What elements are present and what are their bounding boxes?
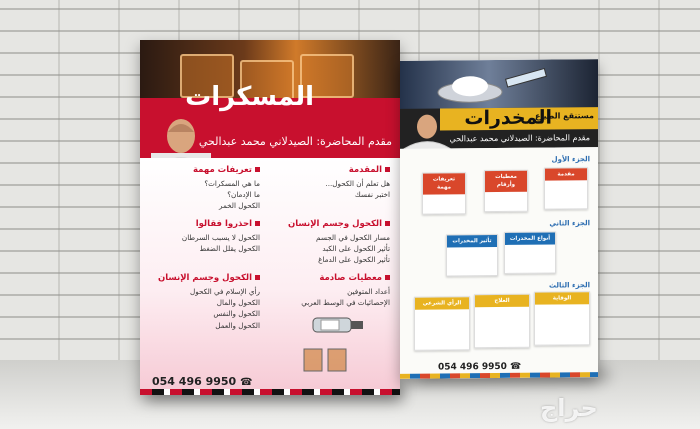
- info-box-title: الوقاية: [535, 292, 589, 305]
- info-box-title: معطيات وأرقام: [485, 171, 527, 192]
- phone-number: 054 496 9950: [438, 361, 507, 373]
- poster-left-title: المسكرات: [185, 82, 314, 112]
- poster-right-phone: [438, 362, 521, 373]
- poster-right-title-suffix: مستنقع الضياع: [535, 111, 594, 121]
- list-item: رأي الإسلام في الكحول: [190, 287, 260, 297]
- info-box: [474, 294, 530, 348]
- section-why-heading: احذروا فقالوا: [195, 219, 252, 229]
- phone-icon: ☎: [510, 361, 522, 372]
- poster-right-presenter: مقدم المحاضرة: الصيدلاني محمد عبدالحي: [449, 133, 590, 144]
- poster-left-phone: [152, 375, 253, 388]
- section-religion: [150, 272, 260, 331]
- poster-right-title: المخدرات: [464, 106, 552, 130]
- section-shocking-heading: معطيات صادمة: [319, 273, 382, 283]
- syringe-icon: [500, 63, 560, 94]
- section-shocking: [275, 272, 390, 308]
- part-three-label: الجزء الثالث: [549, 281, 590, 290]
- info-box: [414, 296, 470, 350]
- list-item: ما هي المسكرات؟: [204, 179, 260, 189]
- part-one-label: الجزء الأول: [551, 155, 590, 164]
- info-box-title: العلاج: [475, 295, 529, 308]
- list-item: الكحول يقلل الضغط: [199, 244, 260, 254]
- info-box-title: أنواع المخدرات: [505, 233, 555, 246]
- section-why: [150, 218, 260, 254]
- glass-icon: [300, 345, 350, 373]
- phone-icon: ☎: [240, 377, 253, 388]
- bottle-icon: [305, 310, 365, 338]
- section-definitions: [150, 164, 260, 212]
- list-item: أعداد المتوفين: [347, 287, 390, 297]
- section-intro-heading: المقدمة: [348, 165, 382, 175]
- list-item: تأثير الكحول على الدماغ: [318, 255, 390, 265]
- powder-icon: [430, 64, 510, 105]
- list-item: الكحول لا يسبب السرطان: [181, 233, 260, 243]
- list-item: ما الإدمان؟: [227, 190, 260, 200]
- section-definitions-heading: تعريفات مهمة: [192, 165, 252, 175]
- list-item: الكحول والعمل: [215, 320, 260, 330]
- list-item: الكحول الخمر: [219, 201, 260, 211]
- info-box: [544, 167, 588, 209]
- poster-left-footer-strip: [140, 389, 400, 395]
- info-box: [422, 172, 466, 214]
- phone-number: 054 496 9950: [152, 375, 237, 388]
- info-box-title: تأثير المخدرات: [447, 235, 497, 248]
- part-two-label: الجزء الثاني: [549, 219, 590, 228]
- list-item: هل تعلم أن الكحول...: [325, 179, 390, 189]
- section-body: [275, 218, 390, 266]
- list-item: مسار الكحول في الجسم: [316, 233, 390, 243]
- section-body-heading: الكحول وجسم الإنسان: [287, 219, 382, 229]
- info-box: [534, 291, 590, 345]
- poster-left-presenter: مقدم المحاضرة: الصيدلاني محمد عبدالحي: [198, 135, 392, 148]
- section-intro: [275, 164, 390, 200]
- info-box-title: الرأي الشرعي: [415, 297, 469, 310]
- list-item: الكحول والنفس: [213, 309, 260, 319]
- drugs-poster: [400, 59, 598, 379]
- list-item: الإحصائيات في الوسط العربي: [301, 298, 390, 308]
- list-item: الكحول والمال: [216, 298, 260, 308]
- section-religion-heading: الكحول وجسم الإنسان: [157, 273, 252, 283]
- info-box-title: مقدمة: [545, 168, 587, 181]
- alcohol-poster: [140, 40, 400, 395]
- list-item: تأثير الكحول على الكبد: [322, 244, 390, 254]
- watermark-logo: حراج: [540, 394, 598, 422]
- info-box: [484, 170, 528, 212]
- info-box: [446, 234, 498, 276]
- info-box-title: تعريفات مهمة: [423, 173, 465, 194]
- list-item: اختبر نفسك: [354, 190, 390, 200]
- info-box: [504, 232, 556, 274]
